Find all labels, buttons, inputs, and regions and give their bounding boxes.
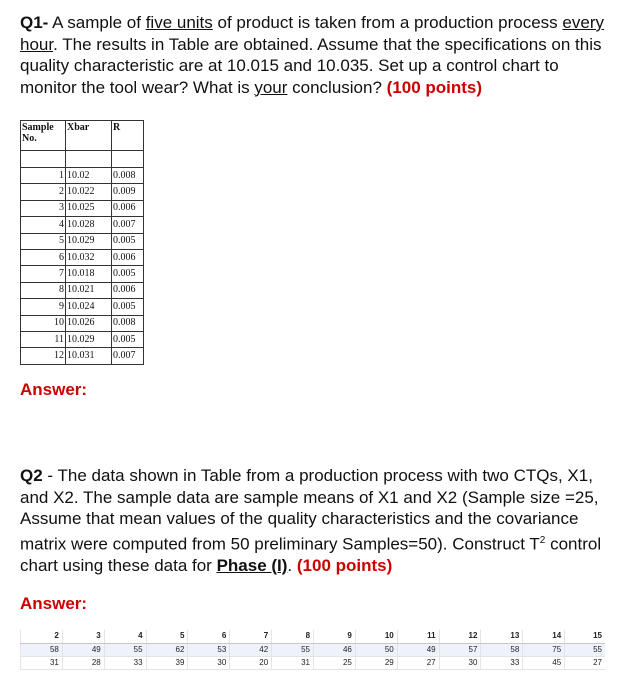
xbar-cell: 10.025	[66, 200, 112, 216]
table-cell: 42	[230, 643, 272, 656]
table-row	[21, 282, 144, 298]
r-cell: 0.008	[112, 315, 144, 331]
xbar-cell: 10.029	[66, 331, 112, 347]
question-2-text2: control chart using these data for	[20, 534, 602, 575]
table-cell: 30	[188, 656, 230, 669]
spacer-cell	[112, 151, 144, 168]
table-cell: 49	[62, 643, 104, 656]
table-row	[21, 184, 144, 200]
table-cell: 49	[397, 643, 439, 656]
table-cell: 30	[439, 656, 481, 669]
xbar-cell: 10.026	[66, 315, 112, 331]
sample-no-cell: 11	[21, 331, 66, 347]
question-1-text-mid3: conclusion?	[287, 77, 387, 97]
xbar-cell: 10.02	[66, 168, 112, 184]
table-cell: 75	[523, 643, 565, 656]
table-row	[21, 348, 144, 364]
table-row	[21, 217, 144, 233]
table-row	[21, 168, 144, 184]
table-cell: 29	[355, 656, 397, 669]
q2-data-table	[20, 630, 605, 670]
sample-no-cell: 6	[21, 249, 66, 265]
r-cell: 0.008	[112, 168, 144, 184]
sample-no-cell: 1	[21, 168, 66, 184]
column-header-cell: 7	[230, 630, 272, 643]
sample-no-cell: 8	[21, 282, 66, 298]
sample-no-cell: 10	[21, 315, 66, 331]
r-cell: 0.006	[112, 200, 144, 216]
table-spacer-row	[21, 151, 144, 168]
r-cell: 0.006	[112, 282, 144, 298]
sample-no-cell: 3	[21, 200, 66, 216]
phase-label: Phase (I)	[216, 555, 288, 575]
column-header-cell: 13	[481, 630, 523, 643]
column-header-cell: 10	[355, 630, 397, 643]
sample-no-cell: 2	[21, 184, 66, 200]
table-cell: 39	[146, 656, 188, 669]
table-cell: 20	[230, 656, 272, 669]
r-cell: 0.005	[112, 331, 144, 347]
column-header-cell: 11	[397, 630, 439, 643]
table-cell: 58	[481, 643, 523, 656]
xbar-cell: 10.018	[66, 266, 112, 282]
sample-no-cell: 9	[21, 299, 66, 315]
question-1-label: Q1-	[20, 13, 49, 32]
column-header-cell: 12	[439, 630, 481, 643]
table-row	[21, 249, 144, 265]
question-1-underlined-five-units: five units	[145, 13, 213, 32]
sample-no-cell: 4	[21, 217, 66, 233]
table-cell: 27	[565, 656, 605, 669]
xbar-cell: 10.021	[66, 282, 112, 298]
sample-no-cell: 12	[21, 348, 66, 364]
question-2-text1: - The data shown in Table from a production process with two CTQs, X1, and X2. The sample data are sample means of X1 and X2 (Sample size =25, Assume that mean values of the quality characteristics and the covariance matrix were computed from 50 preliminary Samples=50). Construct T	[20, 466, 599, 554]
table-row	[21, 233, 144, 249]
q1-data-table	[20, 120, 144, 365]
table-cell: 27	[397, 656, 439, 669]
xbar-cell: 10.028	[66, 217, 112, 233]
answer-2-label: Answer:	[20, 594, 88, 613]
q1-table-header-row	[21, 121, 144, 151]
table-row	[21, 299, 144, 315]
question-2-points: (100 points)	[296, 555, 393, 575]
spacer-cell	[21, 151, 66, 168]
sample-no-cell: 5	[21, 233, 66, 249]
xbar-cell: 10.032	[66, 249, 112, 265]
question-1	[20, 12, 610, 98]
q1-table-body	[21, 151, 144, 365]
question-2	[20, 465, 610, 576]
xbar-cell: 10.022	[66, 184, 112, 200]
spacer-cell	[66, 151, 112, 168]
question-1-text-mid2: . The results in Table are obtained. Assume that the specifications on this quality characteristic are at 10.015 and 10.035. Set up a control chart to monitor the tool wear? What is	[20, 34, 602, 97]
table-cell: 53	[188, 643, 230, 656]
question-2-text3: .	[287, 555, 297, 575]
table-cell: 50	[355, 643, 397, 656]
table-row	[21, 200, 144, 216]
table-cell: 55	[104, 643, 146, 656]
r-cell: 0.007	[112, 348, 144, 364]
xbar-cell: 10.024	[66, 299, 112, 315]
header-xbar: Xbar	[66, 121, 112, 151]
column-header-cell: 6	[188, 630, 230, 643]
r-cell: 0.005	[112, 299, 144, 315]
table-cell: 33	[481, 656, 523, 669]
question-2-label: Q2	[20, 466, 43, 485]
header-r: R	[112, 121, 144, 151]
table-cell: 33	[104, 656, 146, 669]
sample-no-cell: 7	[21, 266, 66, 282]
table-row	[21, 315, 144, 331]
table-cell: 57	[439, 643, 481, 656]
superscript-2: 2	[539, 534, 546, 546]
r-cell: 0.007	[112, 217, 144, 233]
table-cell: 62	[146, 643, 188, 656]
table-cell: 55	[272, 643, 314, 656]
xbar-cell: 10.031	[66, 348, 112, 364]
r-cell: 0.006	[112, 249, 144, 265]
q2-header-row	[21, 630, 606, 643]
table-cell: 58	[21, 643, 63, 656]
r-cell: 0.009	[112, 184, 144, 200]
question-1-points: (100 points)	[386, 77, 483, 97]
column-header-cell: 2	[21, 630, 63, 643]
q2-row-b	[21, 656, 606, 669]
question-1-text-mid1: of product is taken from a production process	[212, 13, 563, 32]
table-cell: 28	[62, 656, 104, 669]
column-header-cell: 5	[146, 630, 188, 643]
table-cell: 46	[314, 643, 356, 656]
column-header-cell: 15	[565, 630, 605, 643]
table-cell: 25	[314, 656, 356, 669]
column-header-cell: 8	[272, 630, 314, 643]
r-cell: 0.005	[112, 266, 144, 282]
table-cell: 55	[565, 643, 605, 656]
column-header-cell: 4	[104, 630, 146, 643]
header-sample-no: Sample No.	[21, 121, 66, 151]
table-cell: 31	[272, 656, 314, 669]
r-cell: 0.005	[112, 233, 144, 249]
column-header-cell: 3	[62, 630, 104, 643]
column-header-cell: 9	[314, 630, 356, 643]
question-1-text-intro: A sample of	[48, 13, 146, 32]
xbar-cell: 10.029	[66, 233, 112, 249]
table-cell: 45	[523, 656, 565, 669]
table-row	[21, 331, 144, 347]
answer-1-label: Answer:	[20, 380, 88, 399]
column-header-cell: 14	[523, 630, 565, 643]
q2-row-a	[21, 643, 606, 656]
table-row	[21, 266, 144, 282]
question-1-underlined-your: your	[254, 77, 288, 97]
question-1-underlined-every-hour: every hour	[20, 13, 604, 54]
table-cell: 31	[21, 656, 63, 669]
